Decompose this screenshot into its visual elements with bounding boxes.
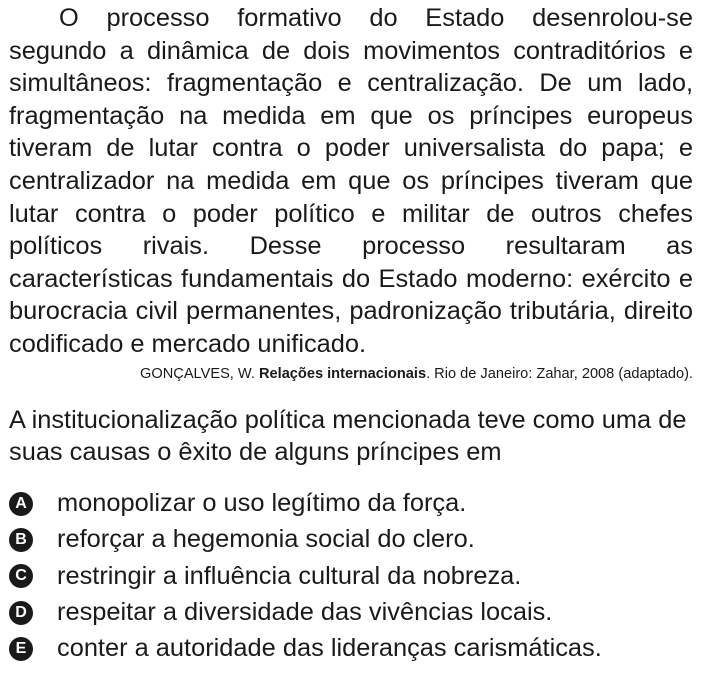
option-c-text: restringir a influência cultural da nobreza. [57,561,522,590]
option-b-badge: B [9,528,33,552]
question-stem: A institucionalização política mencionada teve como uma de suas causas o êxito de alguns príncipes em [9,405,687,466]
source-title: Relações internacionais [258,365,427,382]
passage-text: O processo formativo do Estado desenrolou-se segundo a dinâmica de dois movimentos contraditórios e simultâneos: fragmentação e centralização. De um lado, fragmentação na medida em que os príncipes europeus tiveram de lutar contra o poder universalista do papa; e centralizador na medida em que os príncipes tiveram que lutar contra o poder político e militar de outros chefes políticos rivais. Desse processo resultaram as características fundamentais do Estado moderno: exército e burocracia civil permanentes, padronização tributária, direito codificado e mercado unificado. [9,4,693,358]
option-e-text: conter a autoridade das lideranças carismáticas. [57,634,602,663]
exam-question [9,2,693,667]
option-c-badge: C [9,564,33,588]
source-details: . Rio de Janeiro: Zahar, 2008 (adaptado). [426,365,693,382]
option-d-badge: D [9,601,33,625]
option-e[interactable] [9,631,693,667]
answer-options [9,486,693,667]
option-d[interactable] [9,594,693,630]
source-author: GONÇALVES, W. [140,365,259,382]
option-a-text: monopolizar o uso legítimo da força. [57,489,467,518]
option-b[interactable] [9,522,693,558]
option-a[interactable] [9,486,693,522]
option-c[interactable] [9,558,693,594]
option-e-badge: E [9,637,33,661]
source-citation [9,364,693,384]
option-b-text: reforçar a hegemonia social do clero. [57,525,475,554]
option-d-text: respeitar a diversidade das vivências locais. [57,598,553,627]
option-a-badge: A [9,492,33,516]
